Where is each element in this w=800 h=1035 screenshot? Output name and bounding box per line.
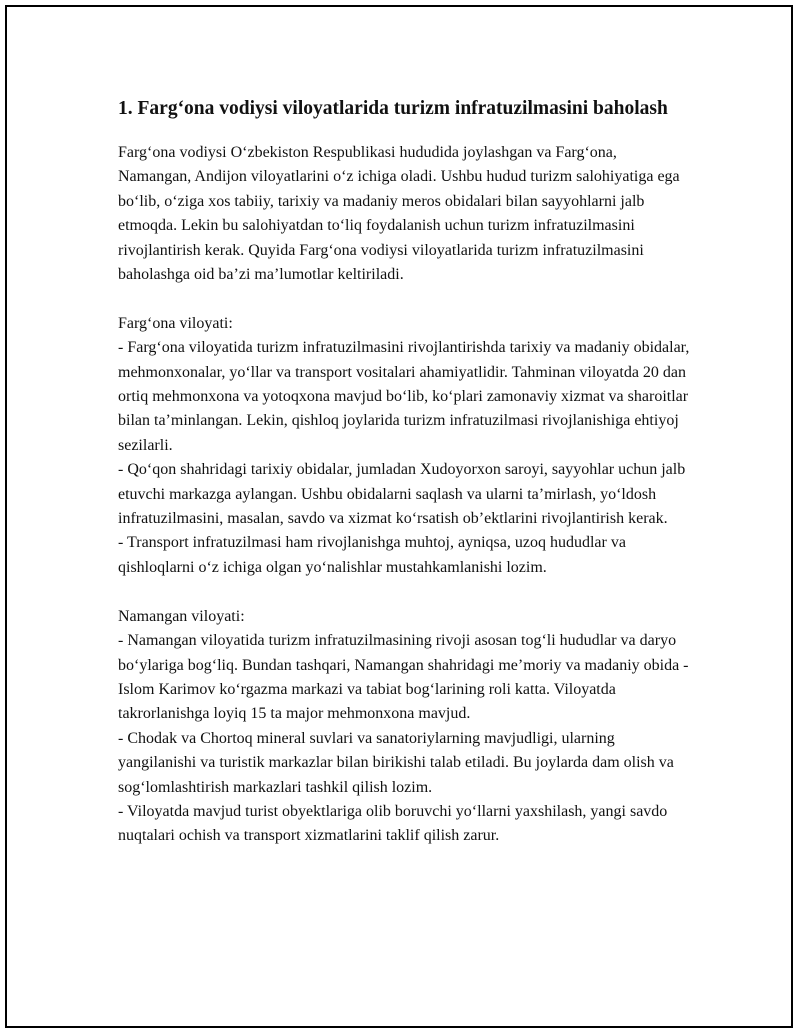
fergana-item: - Farg‘ona viloyatida turizm infratuzilmasini rivojlantirishda tarixiy va madaniy obidalar, mehmonxonalar, yo‘llar va transport vositalari ahamiyatlidir. Tahminan viloyatda 20 dan ortiq mehmonxona va yotoqxona mavjud bo‘lib, ko‘plari zamonaviy xizmat va sharoitlar bilan ta’minlangan. Lekin, qishloq joylarida turizm infratuzilmasi rivojlanishiga ehtiyoj sezilarli. bbox=[118, 339, 690, 454]
namangan-item: - Viloyatda mavjud turist obyektlariga olib boruvchi yo‘llarni yaxshilash, yangi savdo nuqtalari ochish va transport xizmatlarini taklif qilish zarur. bbox=[118, 802, 668, 845]
intro-paragraph: Farg‘ona vodiysi O‘zbekiston Respublikasi hududida joylashgan va Farg‘ona, Namangan, Andijon viloyatlarini o‘z ichiga oladi. Ushbu hudud turizm salohiyatiga ega bo‘lib, o‘ziga xos tabiiy, tarixiy va madaniy meros obidalari bilan sayyohlarni jalb etmoqda. Lekin bu salohiyatdan to‘liq foydalanish uchun turizm infratuzilmasini rivojlantirish kerak. Quyida Farg‘ona vodiysi viloyatlarida turizm infratuzilmasini baholashga oid ba’zi ma’lumotlar keltiriladi. bbox=[118, 144, 680, 284]
namangan-item: - Chodak va Chortoq mineral suvlari va sanatoriylarning mavjudligi, ularning yangilanishi va turistik markazlar bilan birikishi talab etiladi. Bu joylarda dam olish va sog‘lomlashtirish markazlari tashkil qilish lozim. bbox=[118, 729, 674, 796]
namangan-heading: Namangan viloyati: bbox=[118, 607, 245, 625]
fergana-item: - Qo‘qon shahridagi tarixiy obidalar, jumladan Xudoyorxon saroyi, sayyohlar uchun jalb etuvchi markazga aylangan. Ushbu obidalarni saqlash va ularni ta’mirlash, yo‘ldosh infratuzilmasini, masalan, savdo va xizmat ko‘rsatish ob’ektlarini rivojlantirish kerak. bbox=[118, 461, 686, 528]
namangan-item: - Namangan viloyatida turizm infratuzilmasining rivoji asosan tog‘li hududlar va daryo bo‘ylariga bog‘liq. Bundan tashqari, Namangan shahridagi me’moriy va madaniy obida - Islom Karimov ko‘rgazma markazi va tabiat bog‘larining roli katta. Viloyatda takrorlanishga loyiq 15 ta major mehmonxona mavjud. bbox=[118, 632, 689, 723]
document-title: 1. Farg‘ona vodiysi viloyatlarida turizm infratuzilmasini baholash bbox=[118, 98, 668, 119]
section-gap bbox=[118, 580, 690, 604]
document-body bbox=[118, 94, 690, 849]
fergana-heading: Farg‘ona viloyati: bbox=[118, 314, 233, 332]
fergana-item: - Transport infratuzilmasi ham rivojlanishga muhtoj, ayniqsa, uzoq hududlar va qishloqlarni o‘z ichiga olgan yo‘nalishlar mustahkamlanishi lozim. bbox=[118, 534, 626, 576]
section-gap bbox=[118, 287, 690, 311]
